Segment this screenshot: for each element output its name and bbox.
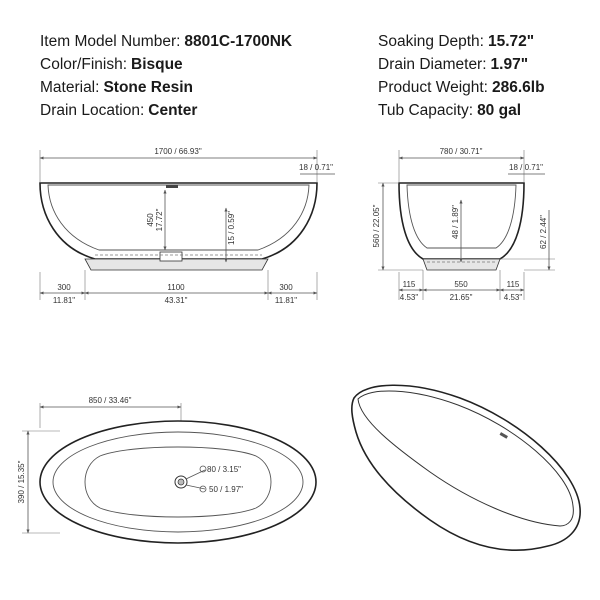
base-length-mm: 1100	[167, 283, 185, 292]
drain-inner-circle	[178, 479, 184, 485]
drain-inner-label: 50 / 1.97"	[209, 485, 243, 494]
spec-value: 80 gal	[477, 102, 522, 119]
spec-label: Drain Diameter:	[378, 56, 487, 73]
side-rim-thickness-label: 18 / 0.71"	[509, 163, 543, 172]
perspective-view	[352, 385, 580, 550]
front-view	[40, 147, 335, 305]
base-length-in: 43.31"	[164, 296, 188, 305]
side-base	[423, 259, 500, 270]
side-base-mm: 550	[454, 280, 468, 289]
side-right-mm: 115	[506, 280, 520, 289]
interior-width-label: 390 / 15.35"	[17, 460, 26, 504]
side-base-in: 21.65"	[449, 293, 473, 302]
front-tub-shell	[40, 183, 317, 259]
spec-label: Color/Finish:	[40, 56, 127, 73]
spec-value: 8801C-1700NK	[184, 33, 293, 50]
rim-thickness-label: 18 / 0.71"	[299, 163, 333, 172]
spec-value: 1.97"	[490, 56, 529, 73]
spec-value: 15.72"	[488, 33, 535, 50]
left-offset-mm: 300	[57, 283, 71, 292]
spec-value: 286.6lb	[492, 79, 545, 96]
drain-outer-label: 80 / 3.15"	[207, 465, 241, 474]
top-view	[17, 396, 316, 543]
side-left-in: 4.53"	[399, 293, 419, 302]
spec-label: Item Model Number:	[40, 33, 181, 50]
spec-label: Product Weight:	[378, 79, 488, 96]
soak-depth-mm-label: 450	[146, 213, 155, 227]
spec-label: Soaking Depth:	[378, 33, 484, 50]
overall-width-label: 780 / 30.71"	[439, 147, 483, 156]
left-offset-in: 11.81"	[52, 296, 76, 305]
right-offset-mm: 300	[279, 283, 293, 292]
side-view	[372, 147, 555, 302]
perspective-tub-body	[352, 385, 580, 550]
floor-thickness-label: 48 / 1.89"	[451, 205, 460, 239]
drain-offset-label: 850 / 33.46"	[88, 396, 132, 405]
spec-value: Bisque	[131, 56, 183, 73]
spec-label: Material:	[40, 79, 100, 96]
right-offset-in: 11.81"	[274, 296, 298, 305]
bottom-thickness-label: 15 / 0.59"	[227, 211, 236, 245]
soak-depth-in-label: 17.72"	[155, 208, 164, 232]
side-height-label: 560 / 22.05"	[372, 204, 381, 248]
spec-value: Center	[148, 102, 198, 119]
side-left-mm: 115	[402, 280, 416, 289]
spec-value: Stone Resin	[103, 79, 194, 96]
spec-label: Drain Location:	[40, 102, 145, 119]
overall-length-label: 1700 / 66.93"	[154, 147, 202, 156]
side-right-in: 4.53"	[503, 293, 523, 302]
spec-label: Tub Capacity:	[378, 102, 474, 119]
drain-height-label: 62 / 2.44"	[539, 215, 548, 249]
